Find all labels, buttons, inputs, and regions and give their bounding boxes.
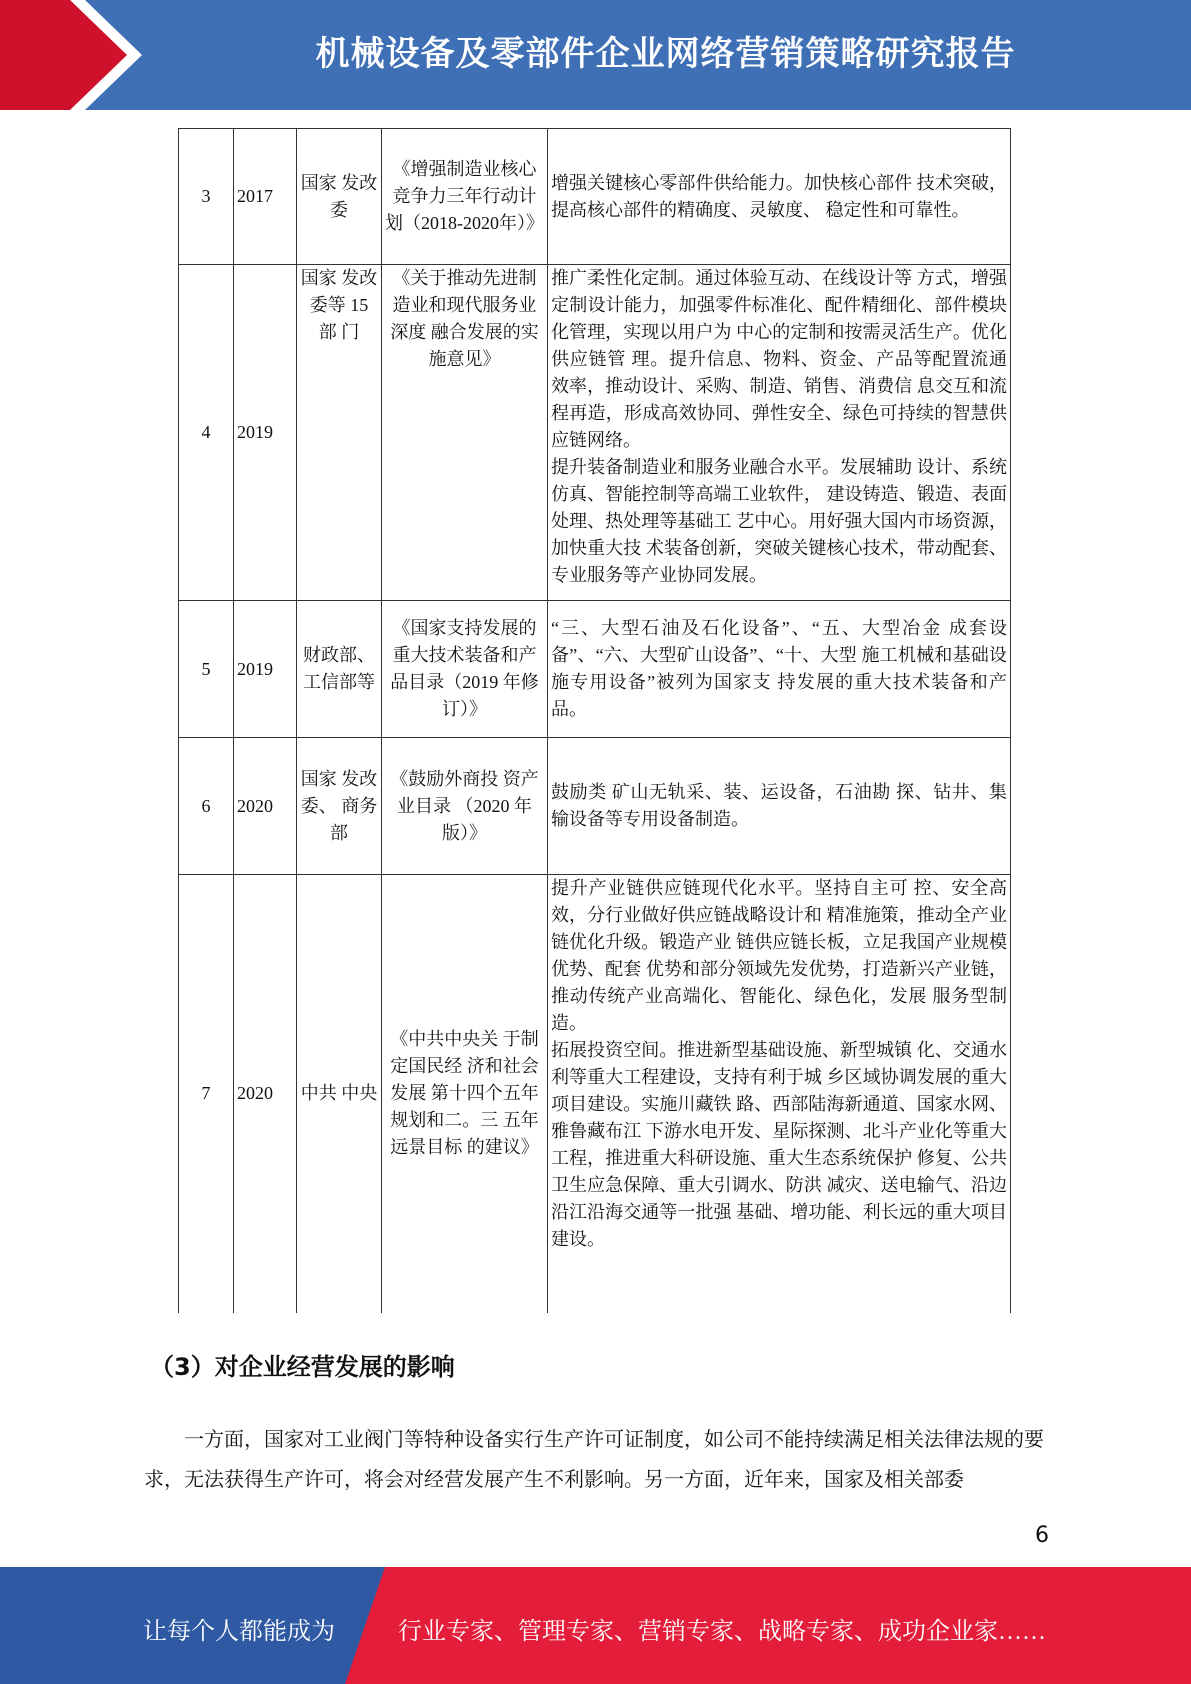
row-number: 5 (179, 601, 234, 738)
row-department: 国家 发改委等 15 部 门 (297, 265, 382, 601)
row-year: 2020 (234, 875, 297, 1313)
page-header (0, 0, 1191, 110)
page-footer (0, 1567, 1191, 1684)
footer-slogan-left: 让每个人都能成为 (143, 1619, 335, 1645)
page-number: 6 (1035, 1523, 1049, 1548)
body-paragraph: 一方面，国家对工业阀门等特种设备实行生产许可证制度，如公司不能持续满足相关法律法规的要求，无法获得生产许可，将会对经营发展产生不利影响。另一方面，近年来，国家及相关部委 (144, 1429, 1044, 1491)
row-number: 4 (179, 265, 234, 601)
row-document: 《增强制造业核心竞争力三年行动计划（2018-2020年）》 (382, 129, 548, 265)
row-document: 《中共中央关 于制定国民经 济和社会发展 第十四个五年 规划和二。三 五年远景目标 的建议》 (382, 875, 548, 1313)
row-year: 2020 (234, 738, 297, 875)
content-paragraph: 拓展投资空间。推进新型基础设施、新型城镇 化、交通水利等重大工程建设，支持有利于城 乡区域协调发展的重大项目建设。实施川藏铁 路、西部陆海新通道、国家水网、雅鲁藏布江 下游水电开发、星际探测、北斗产业化等重大 工程，推进重大科研设施、重大生态系统保护 修复、公共卫生应急保障、重大引调水、防洪 减灾、送电输气、沿边沿江沿海交通等一批强 基础、增功能、利长远的重大项目建设。 (551, 1040, 1007, 1249)
row-number: 7 (179, 875, 234, 1313)
row-department: 国家 发改 委 (297, 129, 382, 265)
content-paragraph: 提升装备制造业和服务业融合水平。发展辅助 设计、系统仿真、智能控制等高端工业软件， 建设铸造、锻造、表面处理、热处理等基础工 艺中心。用好强大国内市场资源，加快重大技 术装备创新，突破关键核心技术，带动配套、 专业服务等产业协同发展。 (551, 457, 1007, 585)
table-row (179, 601, 1011, 738)
table-row (179, 265, 1011, 601)
row-year: 2019 (234, 265, 297, 601)
row-year: 2017 (234, 129, 297, 265)
content-paragraph: 推广柔性化定制。通过体验互动、在线设计等 方式，增强定制设计能力，加强零件标准化、配件精细化、部件模块化管理，实现以用户为 中心的定制和按需灵活生产。优化供应链管 理。提升信息、物料、资金、产品等配置流通 效率，推动设计、采购、制造、销售、消费信 息交互和流程再造，形成高效协同、弹性安全、绿色可持续的智慧供应链网络。 (551, 268, 1007, 450)
row-number: 3 (179, 129, 234, 265)
row-year: 2019 (234, 601, 297, 738)
row-department: 中共 中央 (297, 875, 382, 1313)
row-content (548, 265, 1011, 601)
table-row (179, 129, 1011, 265)
row-document: 《国家支持发展的重大技术装备和产品目录（2019 年修订）》 (382, 601, 548, 738)
row-department: 财政部、 工信部等 (297, 601, 382, 738)
table-row (179, 875, 1011, 1313)
row-content (548, 875, 1011, 1313)
footer-slogan-right: 行业专家、管理专家、营销专家、战略专家、成功企业家…… (398, 1619, 1046, 1645)
row-department: 国家 发改委、 商务 部 (297, 738, 382, 875)
content-paragraph: 提升产业链供应链现代化水平。坚持自主可 控、安全高效，分行业做好供应链战略设计和 精准施策，推动全产业链优化升级。锻造产业 链供应链长板，立足我国产业规模优势、配套 优势和部分领域先发优势，打造新兴产业链， 推动传统产业高端化、智能化、绿色化，发展 服务型制造。 (551, 878, 1007, 1033)
row-content: 增强关键核心零部件供给能力。加快核心部件 技术突破，提高核心部件的精确度、灵敏度、 稳定性和可靠性。 (548, 129, 1011, 265)
table-row (179, 738, 1011, 875)
policy-table (178, 128, 1011, 1313)
row-document: 《关于推动先进制造业和现代服务业深度 融合发展的实 施意见》 (382, 265, 548, 601)
row-content: “三、大型石油及石化设备”、“五、大型冶金 成套设备”、“六、大型矿山设备”、“十、大型 施工机械和基础设施专用设备”被列为国家支 持发展的重大技术装备和产品。 (548, 601, 1011, 738)
section-title: （3）对企业经营发展的影响 (150, 1353, 455, 1381)
row-content: 鼓励类 矿山无轨采、装、运设备，石油勘 探、钻井、集输设备等专用设备制造。 (548, 738, 1011, 875)
row-document: 《鼓励外商投 资产业目录 （2020 年版）》 (382, 738, 548, 875)
row-number: 6 (179, 738, 234, 875)
header-title: 机械设备及零部件企业网络营销策略研究报告 (315, 34, 1016, 74)
